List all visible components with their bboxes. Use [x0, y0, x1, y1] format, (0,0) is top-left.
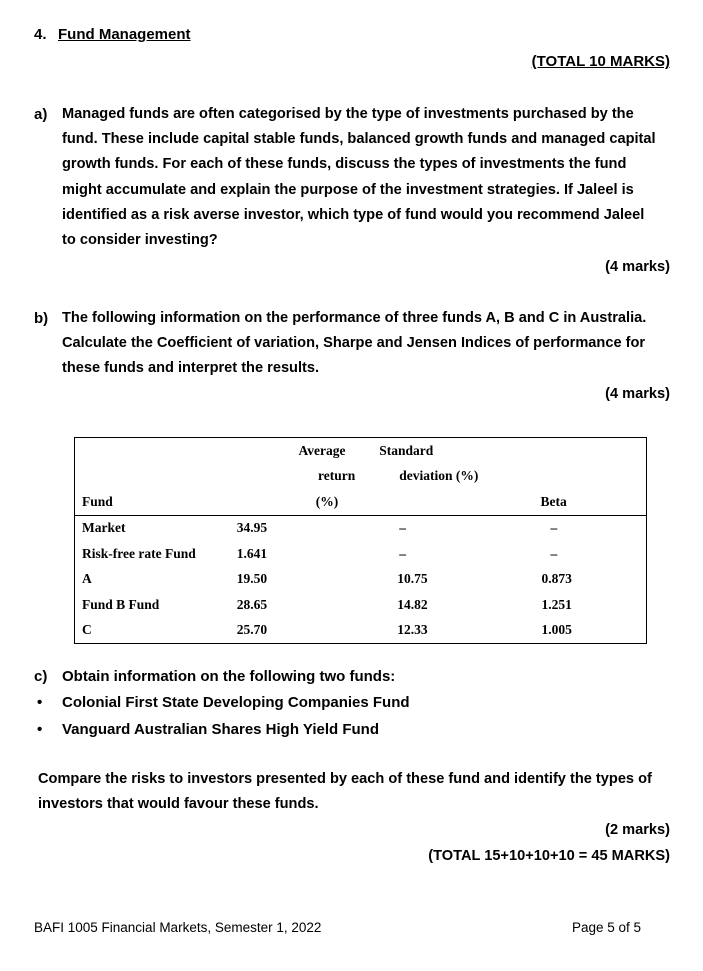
cell-beta: – [550, 545, 558, 561]
cell-fund: Risk-free rate Fund [82, 545, 196, 561]
cell-fund: Market [82, 520, 126, 536]
cell-beta: 1.005 [541, 622, 572, 638]
part-a-text [62, 102, 660, 253]
cell-fund: Fund B Fund [82, 596, 160, 612]
table-header-row [75, 464, 647, 490]
cell-fund: C [82, 622, 92, 638]
header-return: return [317, 468, 356, 484]
cell-beta: – [550, 520, 558, 536]
bullet-dot: • [37, 721, 43, 738]
part-b-text [62, 306, 660, 382]
part-c-intro: Obtain information on the following two funds: [62, 668, 396, 685]
part-a-marks: (4 marks) [605, 259, 670, 275]
part-a-line: to consider investing? [62, 232, 218, 249]
header-average: Average [298, 442, 346, 458]
part-a-line: might accumulate and explain the purpose of the investment strategies. If Jaleel is [62, 181, 634, 198]
part-c-label: c) [34, 668, 48, 685]
cell-beta: 0.873 [541, 571, 572, 587]
question-number: 4. [34, 26, 47, 43]
cell-std-dev: – [399, 545, 406, 561]
header-fund: Fund [75, 489, 237, 515]
fund-performance-table [74, 437, 647, 644]
fund-bullet-item: Vanguard Australian Shares High Yield Fund [62, 721, 380, 738]
part-a-line: fund. These include capital stable funds, balanced growth funds and managed capital [62, 131, 656, 148]
cell-std-dev: 14.82 [397, 596, 428, 612]
question-total-marks: (TOTAL 10 MARKS) [531, 53, 670, 70]
table-row [75, 618, 647, 644]
cell-average-return: 25.70 [236, 622, 268, 638]
table-header-row [75, 489, 647, 515]
part-b-label: b) [34, 310, 49, 327]
fund-bullet-item: Colonial First State Developing Companies Fund [62, 694, 410, 711]
header-percent: (%) [237, 489, 377, 515]
part-b-line: The following information on the performance of three funds A, B and C in Australia. [62, 310, 647, 326]
part-b-line: these funds and interpret the results. [62, 360, 320, 377]
part-a-line: Managed funds are often categorised by the type of investments purchased by the [62, 106, 634, 122]
cell-std-dev: 10.75 [397, 571, 428, 587]
cell-average-return: 1.641 [236, 545, 268, 561]
grand-total-marks: (TOTAL 15+10+10+10 = 45 MARKS) [428, 848, 670, 864]
header-standard: Standard [379, 442, 434, 458]
cell-average-return: 34.95 [236, 520, 268, 536]
part-a-line: growth funds. For each of these funds, discuss the types of investments the fund [62, 156, 627, 173]
question-title: Fund Management [58, 26, 191, 43]
header-beta: Beta [508, 489, 646, 515]
cell-std-dev: 12.33 [397, 622, 428, 638]
bullet-dot: • [37, 694, 43, 711]
footer-course: BAFI 1005 Financial Markets, Semester 1, 2022 [34, 920, 322, 935]
table-row [75, 541, 647, 567]
cell-fund: A [82, 571, 92, 587]
table-row [75, 592, 647, 618]
table-row [75, 515, 647, 541]
table-header-row [75, 438, 647, 464]
cell-average-return: 19.50 [236, 571, 268, 587]
part-a-label: a) [34, 106, 48, 123]
cell-beta: 1.251 [541, 596, 572, 612]
table-row [75, 567, 647, 593]
part-c-line: Compare the risks to investors presented by each of these fund and identify the types of [38, 771, 652, 787]
footer-page-number: Page 5 of 5 [571, 920, 641, 935]
header-deviation: deviation (%) [399, 468, 479, 484]
part-c-line: investors that would favour these funds. [38, 796, 319, 813]
cell-std-dev: – [399, 520, 406, 536]
part-c-marks: (2 marks) [605, 822, 670, 838]
part-b-marks: (4 marks) [605, 386, 670, 402]
part-b-line: Calculate the Coefficient of variation, Sharpe and Jensen Indices of performance for [62, 335, 646, 352]
part-a-line: identified as a risk averse investor, which type of fund would you recommend Jaleel [62, 206, 645, 223]
cell-average-return: 28.65 [236, 596, 268, 612]
part-c-compare-text [38, 767, 668, 817]
